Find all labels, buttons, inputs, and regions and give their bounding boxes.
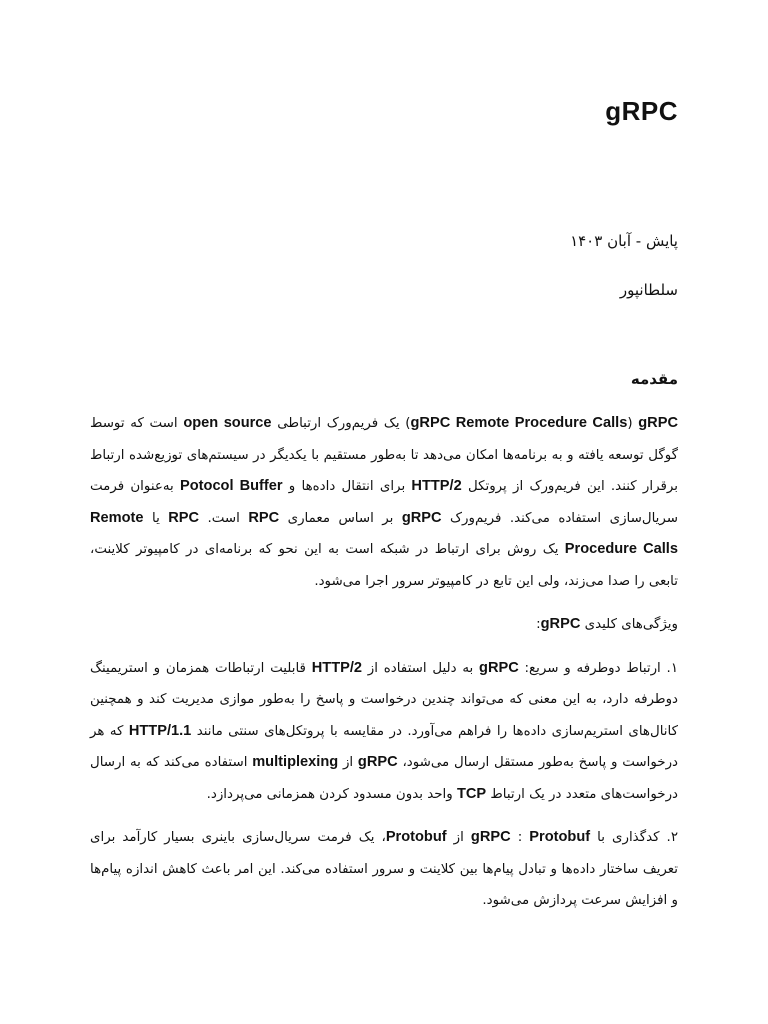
latin-term: gRPC [540,616,581,632]
text-run: از [338,755,358,770]
text-run: بر اساس معماری [279,510,402,526]
document-body [90,408,678,929]
latin-term: HTTP/1.1 [128,722,192,739]
text-run: به‌عنوان فرمت سریال‌سازی استفاده می‌کند. فریم‌ورک [90,479,678,526]
latin-term: Potocol Buffer [180,478,283,494]
text-run: یا [143,510,169,526]
text-run: به دلیل استفاده از [362,660,480,676]
latin-term: Remote Procedure Calls [90,509,678,557]
latin-term: HTTP/2 [311,659,363,676]
author-name: سلطانپور [619,281,678,299]
latin-term: RPC [168,509,200,526]
text-run: یک روش برای ارتباط در شبکه است به این نحو که برنامه‌ای در کامپیوتر کلاینت، تابعی را صدا می‌زند، ولی این تابع در کامپیوتر سرور اجرا می‌شود. [90,542,678,589]
date-line: پایش - آبان ۱۴۰۳ [570,232,678,250]
feature-item-protobuf [90,822,678,917]
intro-paragraph [90,408,678,597]
text-run: است که توسط گوگل توسعه یافته و به برنامه‌ها امکان می‌دهد تا به‌طور مستقیم با یکدیگر در سیستم‌های توزیع‌شده ارتباط برقرار کنند. این فریم‌ورک از پروتکل [90,416,678,494]
latin-term: gRPC [638,415,678,431]
latin-term: gRPC [401,509,442,526]
latin-term: RPC [248,509,280,526]
text-run: ) یک فریم‌ورک ارتباطی [271,416,411,431]
latin-term: HTTP/2 [411,478,462,494]
text-run: برای انتقال داده‌ها و [282,479,412,494]
text-run: قابلیت ارتباطات همزمان و استریمینگ دوطرفه دارد، به این معنی که می‌تواند چندین درخواست و پاسخ را به‌طور موازی مدیریت کند و همچنین کانال‌های استریم‌سازی داده‌ها را فراهم می‌آورد. در مقایسه با پروتکل‌های سنتی مانند [90,660,678,739]
latin-term: gRPC [357,754,398,770]
latin-term: open source [183,415,272,431]
latin-term: gRPC [479,659,519,676]
text-run: ویژگی‌های کلیدی [580,617,678,632]
latin-term: gRPC Remote Procedure Calls [410,415,628,431]
latin-term: Protobuf [529,829,591,845]
text-run: ( [627,416,639,431]
latin-term: TCP [456,785,487,802]
text-run: استفاده می‌کند که به ارسال درخواست‌های متعدد در یک ارتباط [90,755,678,802]
document-title: gRPC [605,96,678,126]
latin-term: Protobuf [385,829,447,845]
section-heading-introduction: مقدمه [630,370,678,388]
text-run: که هر درخواست و پاسخ به‌طور مستقل ارسال می‌شود، [90,723,678,770]
latin-term: gRPC [470,829,511,845]
text-run: ۲. کدگذاری با [590,830,679,845]
feature-item-bidirectional [90,653,678,811]
text-run: : [536,617,541,632]
text-run: : [510,830,530,845]
text-run: است. [199,510,249,526]
text-run: واحد بدون مسدود کردن همزمانی می‌پردازد. [206,786,457,802]
latin-term: multiplexing [252,754,339,770]
text-run: ۱. ارتباط دوطرفه و سریع: [518,660,679,676]
features-heading [90,609,678,641]
text-run: از [446,830,471,845]
text-run: ، یک فرمت سریال‌سازی باینری بسیار کارآمد برای تعریف ساختار داده‌ها و تبادل پیام‌ها بین کلاینت و سرور استفاده می‌کند. این امر باعث کاهش اندازه پیام‌ها و افزایش سرعت پردازش می‌شود. [90,830,678,908]
